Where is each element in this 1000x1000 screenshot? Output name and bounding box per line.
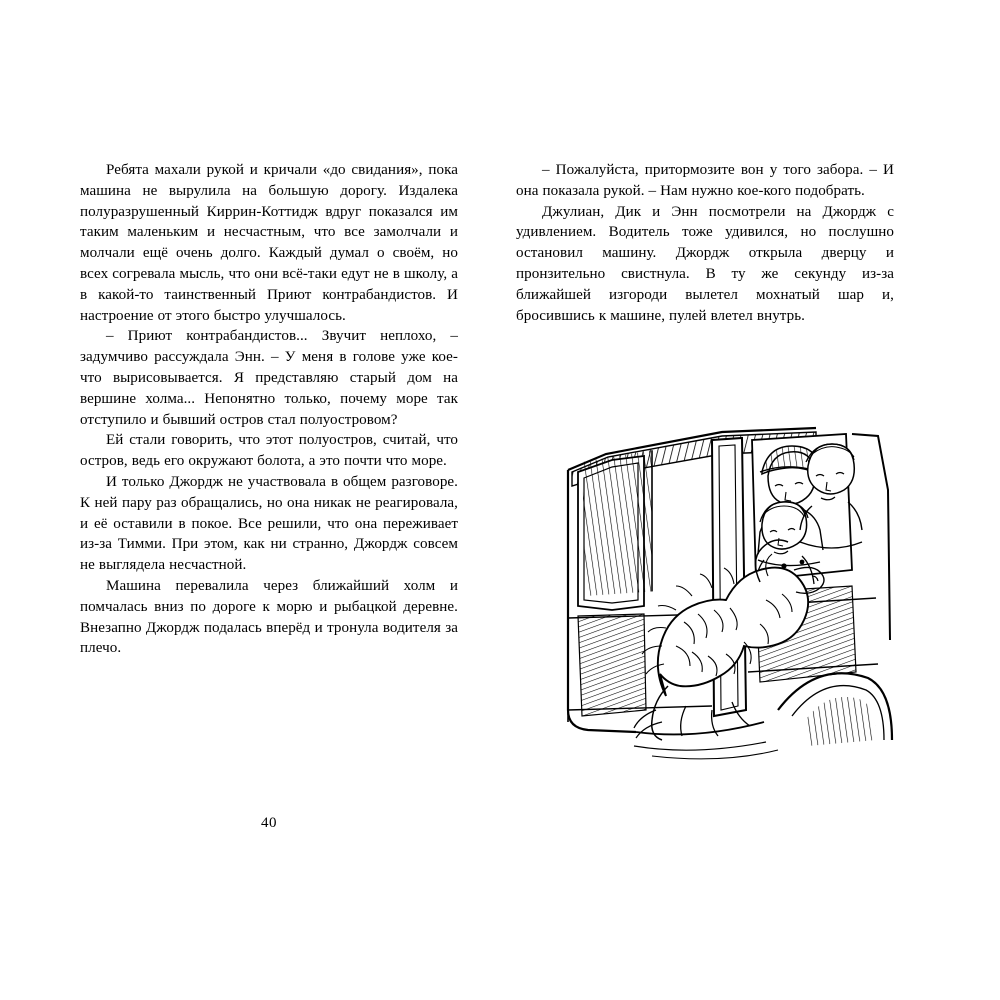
paragraph: – Пожалуйста, притормозите вон у того забора. – И она показала рукой. – Нам нужно кое-кого подобрать. <box>516 162 894 199</box>
paragraph: Ребята махали рукой и кричали «до свидания», пока машина не вырулила на большую дорогу. Издалека полуразрушенный Киррин-Коттидж вдруг показался им таким маленьким и несчастным, что все замолчали и молчали ещё очень долго. Каждый думал о своём, но всех согревала мысль, что они всё-таки едут не в школу, а в какой-то таинственный Приют контрабандистов. И настроение от этого быстро улучшалось. <box>80 162 458 324</box>
two-column-spread <box>80 160 920 860</box>
right-page-column <box>516 160 894 860</box>
paragraph: Машина перевалила через ближайший холм и помчалась вниз по дороге к морю и рыбацкой деревне. Внезапно Джордж подалась вперёд и тронула водителя за плечо. <box>80 577 458 657</box>
page-number: 40 <box>261 815 277 831</box>
car-door-dog-illustration <box>516 410 894 780</box>
paragraph: – Приют контрабандистов... Звучит неплохо, – задумчиво рассуждала Энн. – У меня в голове уже кое-что вырисовывается. Я представляю старый дом на вершине холма... Непонятно только, почему море так отступило и бывший остров стал полуостровом? <box>80 328 458 428</box>
left-page-column <box>80 160 458 860</box>
paragraph: Джулиан, Дик и Энн посмотрели на Джордж с удивлением. Водитель тоже удивился, но послушно остановил машину. Джордж открыла дверцу и пронзительно свистнула. В ту же секунду из-за ближайшей изгороди вылетел мохнатый шар и, бросившись к машине, пулей влетел внутрь. <box>516 203 894 324</box>
paragraph: И только Джордж не участвовала в общем разговоре. К ней пару раз обращались, но она никак не реагировала, и её оставили в покое. Все решили, что она переживает из-за Тимми. При этом, как ни странно, Джордж совсем не выглядела несчастной. <box>80 473 458 574</box>
paragraph: Ей стали говорить, что этот полуостров, считай, что остров, ведь его окружают болота, а это почти что море. <box>80 432 458 470</box>
illustration-container <box>516 410 894 780</box>
